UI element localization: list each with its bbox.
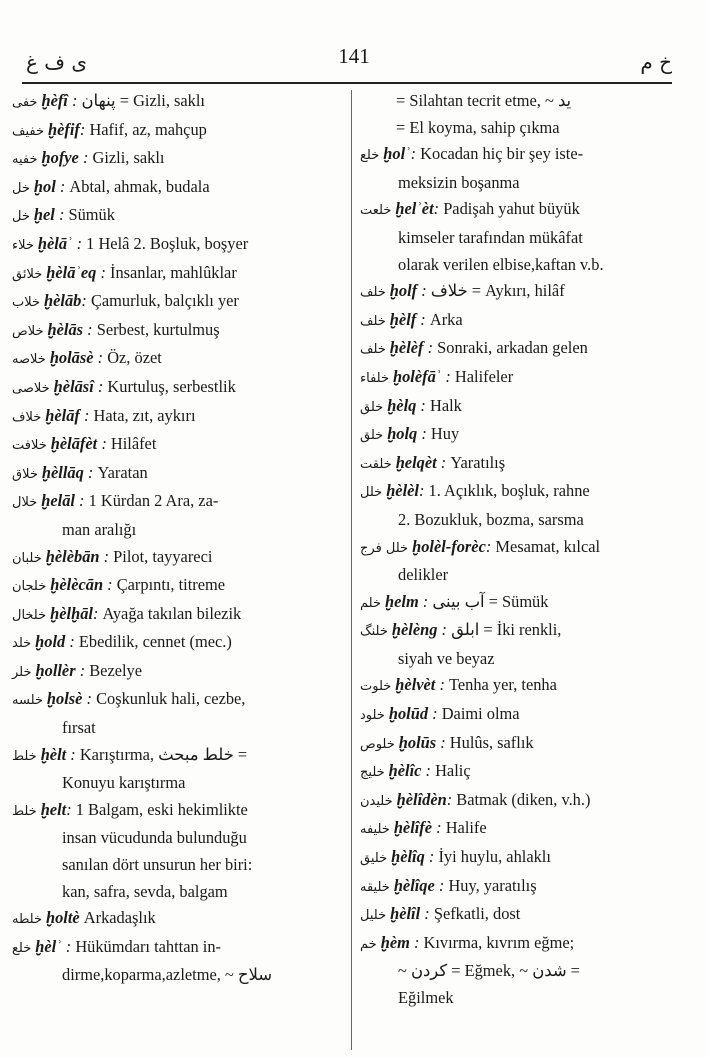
definition: Çamurluk, balçıklı yer — [90, 291, 239, 311]
arabic-script: خلاء — [12, 237, 34, 253]
dictionary-entry — [12, 117, 344, 146]
definition-continuation: man aralığı — [62, 519, 137, 539]
headword: ḫèlvèt — [395, 675, 436, 695]
arabic-script: خلعت — [360, 203, 392, 219]
separator: : — [66, 799, 76, 819]
definition-continuation: Konuyu karıştırma — [62, 773, 186, 793]
headword: ḫolūs — [398, 732, 437, 752]
headword: ḫèllāq — [41, 462, 84, 482]
headword: ḫold — [35, 632, 66, 652]
arabic-script: خلف — [360, 285, 386, 301]
right-column — [360, 88, 666, 1012]
separator: : — [485, 536, 496, 556]
definition: Tenha yer, tenha — [449, 675, 557, 695]
headword: ḫèlāʾeq — [46, 262, 97, 282]
dictionary-continuation-line: = Silahtan tecrit etme, ~ يد — [396, 91, 572, 110]
separator: : — [93, 376, 108, 396]
arabic-script: خلفاء — [360, 370, 389, 386]
arabic-script: خلف — [360, 313, 386, 329]
headword: ḫèlāb — [44, 291, 82, 311]
headword: ḫèlîl — [390, 904, 421, 924]
separator: : — [74, 491, 89, 511]
separator: : — [417, 281, 431, 301]
definition: Sonraki, arkadan gelen — [437, 338, 588, 358]
definition: İnsanlar, mahlûklar — [110, 262, 237, 282]
arabic-script: خلوت — [360, 679, 392, 695]
dictionary-entry — [12, 629, 344, 658]
definition: Hulûs, saflık — [449, 732, 534, 752]
separator: : — [79, 119, 90, 139]
definition: Huy — [430, 424, 460, 444]
dictionary-entry — [12, 202, 344, 231]
headword: ḫèlèng — [391, 620, 438, 640]
separator: : — [418, 591, 433, 611]
definition: Pilot, tayyareci — [113, 546, 213, 566]
definition: Ayağa takılan bilezik — [102, 603, 242, 623]
dictionary-entry — [360, 589, 666, 618]
arabic-script: خفى — [12, 95, 38, 110]
headword: ḫolèl-forèc — [412, 536, 486, 556]
separator: : — [420, 904, 434, 924]
definition: Abtal, ahmak, budala — [69, 176, 210, 196]
arabic-script: خلط — [12, 748, 37, 764]
arabic-script: خلق — [360, 428, 384, 444]
header-right-letters: خ م — [640, 50, 672, 74]
separator: : — [92, 603, 103, 623]
arabic-script: خلم — [360, 595, 381, 611]
headword: ḫèlāf — [45, 405, 80, 425]
separator: : — [83, 319, 97, 339]
arabic-script: خلطه — [12, 912, 42, 928]
definition: 1 Balgam, eski hekimlikte — [75, 799, 248, 819]
headword: ḫèlf — [389, 309, 417, 329]
separator: : — [75, 660, 90, 680]
definition: Haliç — [435, 761, 471, 781]
dictionary-entry — [360, 672, 666, 701]
arabic-script: خلل — [360, 485, 383, 501]
arabic-script: خلاق — [12, 466, 38, 482]
arabic-script: خلائق — [12, 266, 43, 282]
headword: ḫèm — [380, 932, 410, 952]
headword: ḫèfî — [41, 91, 68, 110]
dictionary-entry — [360, 335, 666, 364]
arabic-script: خلجان — [12, 579, 47, 595]
separator: : — [96, 262, 110, 282]
separator: : — [55, 176, 70, 196]
dictionary-entry — [12, 260, 344, 289]
dictionary-entry — [360, 421, 666, 450]
headword: ḫolāsè — [49, 348, 94, 368]
definition-continuation: olarak verilen elbise,kaftan v.b. — [398, 254, 604, 274]
dictionary-entry — [12, 403, 344, 432]
dictionary-entry — [360, 450, 666, 479]
definition: Daimi olma — [441, 704, 520, 724]
separator: : — [72, 233, 87, 253]
header-left-letters: ى ف غ — [26, 50, 88, 74]
header-rule — [22, 82, 672, 84]
headword: ḫèlq — [387, 395, 417, 415]
arabic-script: خلع — [360, 148, 380, 164]
headword: ḫèlāsî — [53, 376, 94, 396]
dictionary-entry — [360, 901, 666, 930]
separator: : — [423, 338, 438, 358]
separator: : — [54, 205, 69, 225]
dictionary-entry — [12, 288, 344, 317]
arabic-script: خليج — [360, 765, 385, 781]
headword: ḫèfif — [48, 119, 80, 139]
dictionary-entry — [12, 905, 344, 934]
headword: ḫèlās — [47, 319, 84, 339]
definition: Halife — [445, 818, 487, 838]
headword: ḫèlîfè — [393, 818, 433, 838]
headword: ḫèlt — [40, 744, 67, 764]
definition: Padişah yahut büyük — [443, 199, 580, 219]
definition-continuation: insan vücudunda bulunduğu — [62, 828, 247, 848]
definition: 1. Açıklık, boşluk, rahne — [428, 481, 590, 501]
dictionary-entry — [360, 534, 666, 563]
definition: Kocadan hiç bir şey iste- — [420, 144, 584, 164]
definition-continuation: dirme,koparma,azletme, ~ سلاح — [62, 965, 272, 985]
arabic-script: خفيف — [12, 123, 44, 139]
headword: ḫolq — [387, 424, 418, 444]
page-number: 141 — [338, 44, 370, 68]
definition: Huy, yaratılış — [448, 875, 537, 895]
definition: Batmak (diken, v.h.) — [456, 789, 591, 809]
definition: Mesamat, kılcal — [495, 536, 601, 556]
dictionary-entry — [360, 701, 666, 730]
separator: : — [82, 689, 97, 709]
headword: ḫèlāʾ — [37, 233, 73, 253]
headword: ḫelāl — [41, 491, 75, 511]
separator: : — [436, 732, 450, 752]
headword: ḫèlîc — [388, 761, 422, 781]
page-header — [0, 0, 708, 86]
separator: : — [99, 546, 114, 566]
arabic-script: خلاصه — [12, 352, 46, 368]
headword: ḫolsè — [46, 689, 83, 709]
arabic-script: خلوص — [360, 736, 395, 752]
separator: : — [79, 405, 94, 425]
dictionary-entry — [360, 787, 666, 816]
arabic-script: خليفه — [360, 822, 390, 838]
dictionary-entry — [12, 317, 344, 346]
separator: : — [97, 434, 111, 454]
headword: ḫèlîqe — [393, 875, 435, 895]
headword: ḫol — [33, 176, 56, 196]
arabic-script: خليق — [360, 851, 388, 867]
headword: ḫolūd — [388, 704, 429, 724]
dictionary-entry — [12, 374, 344, 403]
definition: Arka — [429, 309, 463, 329]
dictionary-entry — [12, 145, 344, 174]
arabic-script: خلاف — [12, 409, 42, 425]
definition: Öz, özet — [107, 348, 162, 368]
arabic-script: خلخال — [12, 607, 47, 623]
dictionary-entry — [12, 88, 344, 117]
separator: : — [433, 199, 444, 219]
dictionary-entry — [360, 730, 666, 759]
headword: ḫèlʾ — [35, 936, 62, 956]
arabic-script: خلسه — [12, 693, 43, 709]
separator: : — [409, 932, 424, 952]
separator: : — [78, 148, 93, 168]
definition-continuation: delikler — [398, 565, 449, 585]
dictionary-entry — [12, 174, 344, 203]
definition: İyi huylu, ahlaklı — [438, 847, 551, 867]
headword: ḫolèfāʾ — [393, 366, 442, 386]
headword: ḫèlḫāl — [50, 603, 93, 623]
dictionary-entry — [12, 345, 344, 374]
dictionary-entry — [360, 930, 666, 959]
arabic-script: خلافت — [12, 438, 47, 454]
dictionary-entry — [360, 364, 666, 393]
dictionary-entry — [360, 307, 666, 336]
dictionary-entry — [12, 572, 344, 601]
arabic-script: خلط — [12, 803, 37, 819]
separator: : — [416, 395, 430, 415]
separator: : — [103, 575, 117, 595]
definition: Halk — [429, 395, 462, 415]
separator: : — [61, 936, 76, 956]
definition: Yaratılış — [450, 452, 506, 472]
definition: Şefkatli, dost — [433, 904, 521, 924]
headword: ḫèlèbān — [45, 546, 100, 566]
separator: : — [441, 366, 455, 386]
arabic-script: خليدن — [360, 793, 393, 809]
headword: ḫèlèf — [389, 338, 424, 358]
separator: : — [416, 309, 430, 329]
arabic-script: خلاصى — [12, 380, 50, 396]
separator: : — [424, 847, 439, 867]
definition-continuation: kan, safra, sevda, balgam — [62, 881, 228, 901]
definition: Karıştırma, خلط مبحث = — [79, 744, 248, 764]
definition-continuation: sanılan dört unsurun her biri: — [62, 855, 253, 875]
separator: : — [432, 818, 446, 838]
definition: Çarpıntı, titreme — [116, 575, 226, 595]
column-divider — [351, 90, 352, 1050]
arabic-script: خلبان — [12, 550, 42, 566]
arabic-script: خلال — [12, 495, 38, 511]
dictionary-entry — [360, 278, 666, 307]
definition: Yaratan — [97, 462, 148, 482]
dictionary-entry — [12, 686, 344, 715]
arabic-script: خلقت — [360, 456, 392, 472]
arabic-script: خلع — [12, 940, 32, 956]
dictionary-entry — [12, 601, 344, 630]
definition-continuation: meksizin boşanma — [398, 172, 520, 192]
definition: Kıvırma, kıvrım eğme; — [423, 932, 575, 952]
definition: Gizli, saklı — [92, 148, 165, 168]
arabic-script: خلاب — [12, 295, 41, 311]
definition-continuation: ~ كردن = Eğmek, ~ شدن = — [398, 961, 580, 981]
dictionary-entry — [360, 617, 666, 646]
dictionary-entry — [12, 742, 344, 771]
separator: : — [65, 632, 79, 652]
separator: : — [421, 761, 436, 781]
definition: Hilâfet — [110, 434, 157, 454]
separator: : — [436, 452, 451, 472]
separator: : — [418, 481, 429, 501]
definition: Ebedilik, cennet (mec.) — [78, 632, 232, 652]
headword: ḫèlîdèn — [396, 789, 447, 809]
definition: خلاف = Aykırı, hilâf — [430, 281, 565, 301]
arabic-script: خل — [12, 180, 30, 196]
definition: Serbest, kurtulmuş — [96, 319, 220, 339]
definition: Hata, zıt, aykırı — [93, 405, 196, 425]
definition: Arkadaşlık — [83, 908, 156, 928]
headword: ḫel — [33, 205, 55, 225]
dictionary-entry — [360, 758, 666, 787]
arabic-script: خم — [360, 936, 377, 952]
definition: Hükümdarı tahttan in- — [75, 936, 221, 956]
arabic-script: خلاص — [12, 323, 44, 339]
definition: Halifeler — [454, 366, 514, 386]
headword: ḫelʾèt — [395, 199, 434, 219]
definition-continuation: fırsat — [62, 718, 96, 738]
definition: ابلق = İki renkli, — [451, 620, 562, 640]
separator: : — [67, 91, 82, 110]
headword: ḫoltè — [45, 908, 80, 928]
dictionary-entry — [12, 544, 344, 573]
headword: ḫèlāfèt — [50, 434, 98, 454]
separator: : — [428, 704, 442, 724]
arabic-script: خفيه — [12, 152, 38, 168]
dictionary-entry — [360, 141, 666, 170]
definition-continuation: kimseler tarafından mükâfat — [398, 227, 583, 247]
arabic-script: خليقه — [360, 879, 390, 895]
arabic-script: خلل فرج — [360, 540, 409, 556]
separator: : — [81, 291, 91, 311]
definition: 1 Kürdan 2 Ara, za- — [88, 491, 219, 511]
headword: ḫollèr — [35, 660, 76, 680]
dictionary-entry — [12, 797, 344, 826]
headword: ḫèlîq — [391, 847, 425, 867]
separator: : — [446, 789, 457, 809]
arabic-script: خلد — [12, 636, 32, 652]
dictionary-entry — [12, 431, 344, 460]
arabic-script: خلر — [12, 664, 32, 680]
dictionary-entry — [12, 460, 344, 489]
headword: ḫolf — [389, 281, 418, 301]
dictionary-entry — [360, 844, 666, 873]
definition-continuation: siyah ve beyaz — [398, 648, 495, 668]
arabic-script: خل — [12, 209, 30, 225]
left-column — [12, 88, 344, 989]
dictionary-entry — [360, 815, 666, 844]
separator: : — [66, 744, 80, 764]
separator: : — [83, 462, 98, 482]
separator: : — [410, 144, 421, 164]
dictionary-continuation-line: = El koyma, sahip çıkma — [396, 117, 560, 137]
arabic-script: خلق — [360, 399, 384, 415]
definition-continuation: Eğilmek — [398, 988, 454, 1007]
definition: 1 Helâ 2. Boşluk, boşyer — [86, 233, 249, 253]
arabic-script: خليل — [360, 908, 387, 924]
headword: ḫèlècān — [50, 575, 104, 595]
headword: ḫolʾ — [383, 144, 411, 164]
dictionary-entry — [360, 478, 666, 507]
definition: Kurtuluş, serbestlik — [107, 376, 236, 396]
arabic-script: خلنگ — [360, 624, 388, 640]
definition: Coşkunluk hali, cezbe, — [96, 689, 246, 709]
arabic-script: خلف — [360, 342, 386, 358]
separator: : — [417, 424, 431, 444]
separator: : — [434, 875, 449, 895]
separator: : — [437, 620, 452, 640]
definition: Sümük — [68, 205, 115, 225]
definition-continuation: 2. Bozukluk, bozma, sarsma — [398, 509, 584, 529]
dictionary-entry — [12, 488, 344, 517]
headword: ḫofye — [41, 148, 79, 168]
headword: ḫelqèt — [395, 452, 437, 472]
dictionary-entry — [12, 934, 344, 963]
dictionary-entry — [360, 393, 666, 422]
dictionary-entry — [12, 658, 344, 687]
headword: ḫelm — [385, 591, 419, 611]
dictionary-entry — [360, 873, 666, 902]
arabic-script: خلود — [360, 708, 385, 724]
headword: ḫelt — [40, 799, 67, 819]
separator: : — [435, 675, 450, 695]
definition: Bezelye — [89, 660, 143, 680]
dictionary-entry — [360, 196, 666, 225]
dictionary-entry — [12, 231, 344, 260]
headword: ḫèlèl — [386, 481, 419, 501]
definition: Hafif, az, mahçup — [89, 119, 207, 139]
separator: : — [93, 348, 108, 368]
definition: آب بينى = Sümük — [432, 591, 549, 611]
definition: پنهان = Gizli, saklı — [81, 91, 205, 110]
